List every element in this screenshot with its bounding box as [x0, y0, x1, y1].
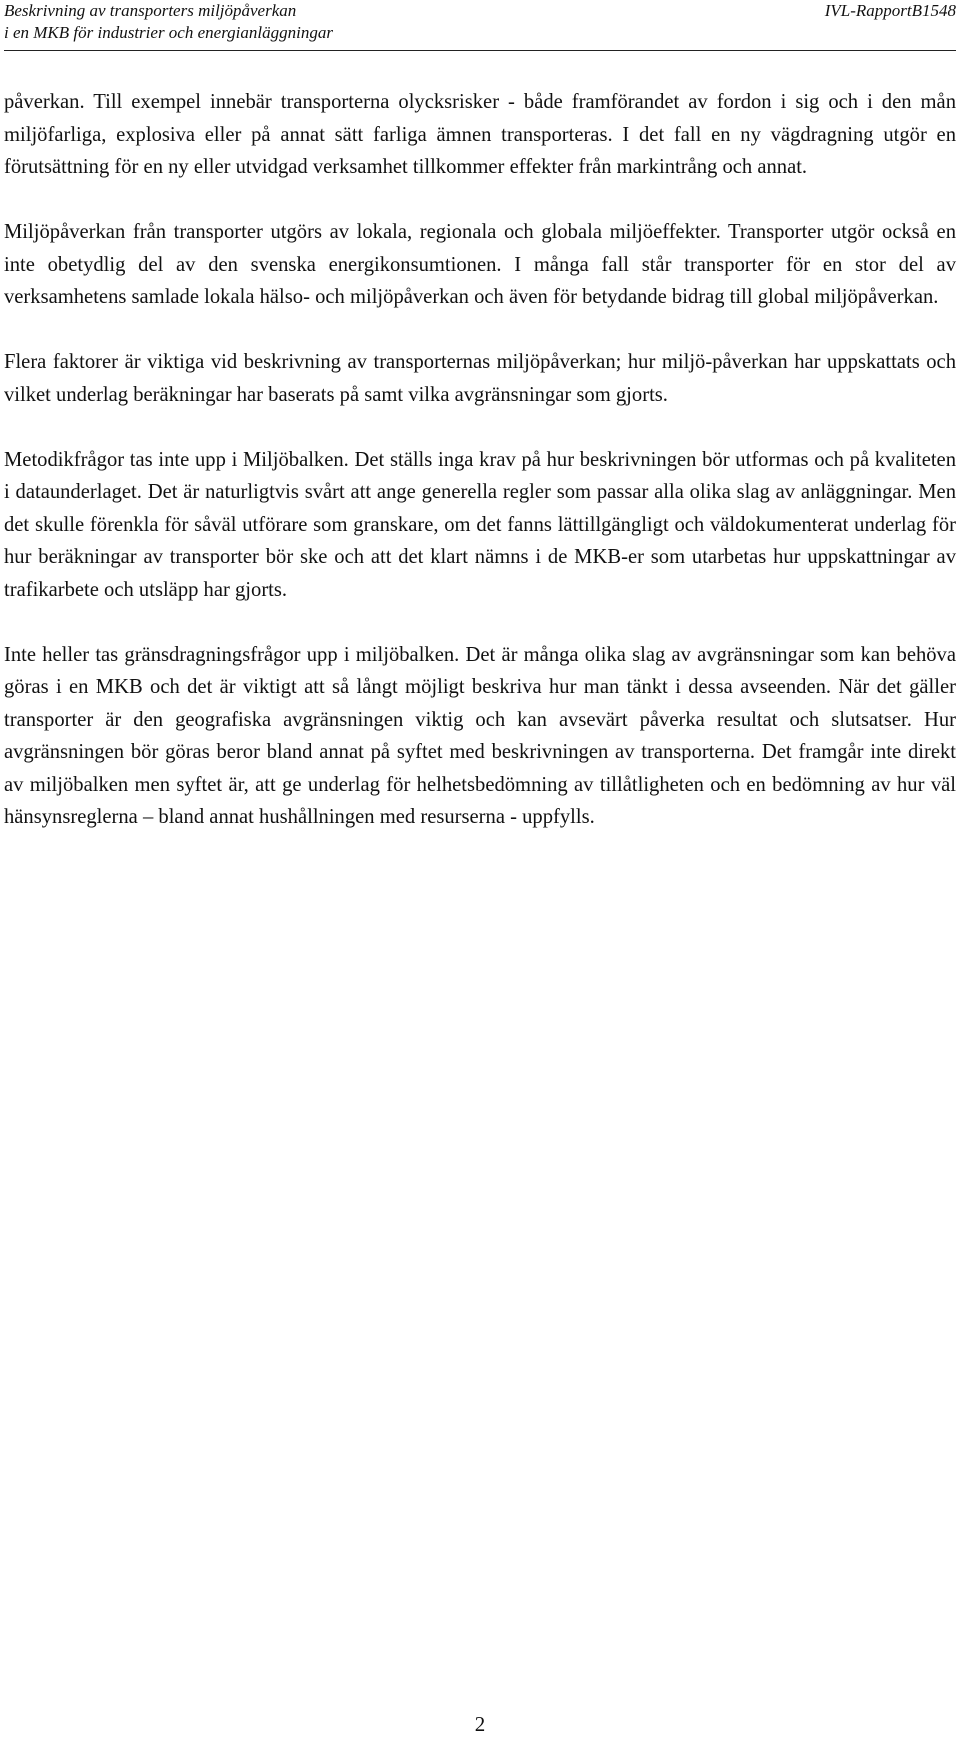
- document-title: [4, 0, 333, 44]
- paragraph-continuation: påverkan. Till exempel innebär transporterna olycksrisker - både framförandet av fordon i sig och i den mån miljöfarliga, explosiva eller på annat sätt farliga ämnen transporteras. I det fall en ny vägdragning utgör en förutsättning för en ny eller utvidgad verksamhet tillkommer effekter från markintrång och annat.: [4, 91, 956, 178]
- paragraph-boundaries: Inte heller tas gränsdragningsfrågor upp i miljöbalken. Det är många olika slag av avgränsningar som kan behöva göras i en MKB och det är viktigt att så långt möjligt beskriva hur man tänkt i dessa avseenden. När det gäller transporter är den geografiska avgränsningen viktig och kan avsevärt påverka resultat och slutsatser. Hur avgränsningen bör göras beror bland annat på syftet med beskrivningen av transporterna. Det framgår inte direkt av miljöbalken men syftet är, att ge underlag för helhetsbedömning av tillåtligheten och en bedömning av hur väl hänsynsreglerna – bland annat hushållningen med resurserna - uppfylls.: [4, 643, 956, 828]
- paragraph-methodology: Metodikfrågor tas inte upp i Miljöbalken. Det ställs inga krav på hur beskrivningen bör utformas och på kvaliteten i dataunderlaget. Det är naturligtvis svårt att ange generella regler som passar alla olika slag av anläggningar. Men det skulle förenkla för såväl utförare som granskare, om det fanns lättillgängligt och väldokumenterat underlag för hur beräkningar av transporter bör ske och att det klart nämns i de MKB-er som utarbetas hur uppskattningar av trafikarbete och utsläpp har gjorts.: [4, 448, 956, 601]
- page-number: 2: [474, 1712, 486, 1736]
- report-number: IVL-RapportB1548: [824, 1, 956, 20]
- document-title-line-1: Beskrivning av transporters miljöpåverkan: [4, 1, 297, 20]
- running-header: [4, 0, 956, 52]
- header-divider: [4, 50, 956, 51]
- body-text: [4, 86, 956, 834]
- document-title-line-2: i en MKB för industrier och energianläggningar: [4, 23, 333, 42]
- paragraph-environmental-effects: Miljöpåverkan från transporter utgörs av lokala, regionala och globala miljöeffekter. Transporter utgör också en inte obetydlig del av den svenska energikonsumtionen. I många fall står transporter för en stor del av verksamhetens samlade lokala hälso- och miljöpåverkan och även för betydande bidrag till global miljöpåverkan.: [4, 221, 956, 308]
- paragraph-factors: Flera faktorer är viktiga vid beskrivning av transporternas miljöpåverkan; hur miljö-påverkan har uppskattats och vilket underlag beräkningar har baserats på samt vilka avgränsningar som gjorts.: [4, 351, 956, 406]
